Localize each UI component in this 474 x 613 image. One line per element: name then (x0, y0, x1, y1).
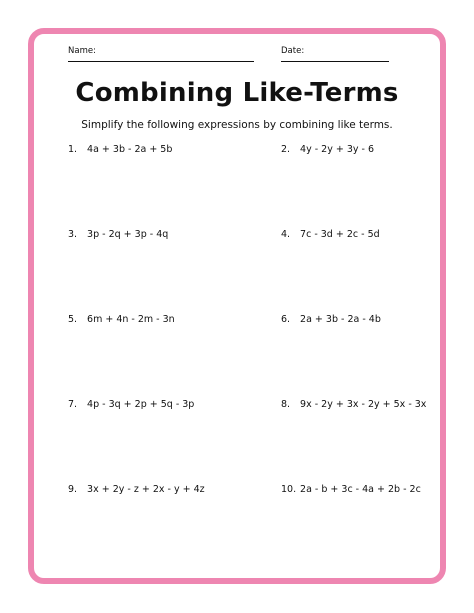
problem-6 (281, 314, 381, 325)
name-label: Name: (68, 46, 96, 56)
problem-2 (281, 144, 374, 155)
name-line (68, 61, 254, 62)
problem-expression: 3p - 2q + 3p - 4q (87, 229, 169, 240)
problem-number: 9. (68, 484, 78, 495)
problem-number: 4. (281, 229, 291, 240)
instructions: Simplify the following expressions by combining like terms. (81, 119, 393, 131)
problem-3 (68, 229, 168, 240)
problem-9 (68, 484, 205, 495)
problem-5 (68, 314, 175, 325)
problem-4 (281, 229, 380, 240)
problem-10 (281, 484, 421, 495)
date-label: Date: (281, 46, 305, 56)
date-line (281, 61, 389, 62)
problem-expression: 4p - 3q + 2p + 5q - 3p (87, 399, 195, 410)
problem-expression: 2a - b + 3c - 4a + 2b - 2c (300, 484, 421, 495)
problem-expression: 6m + 4n - 2m - 3n (87, 314, 175, 325)
problem-number: 2. (281, 144, 291, 155)
problem-number: 8. (281, 399, 291, 410)
page-border (28, 28, 446, 584)
problem-expression: 9x - 2y + 3x - 2y + 5x - 3x (300, 399, 427, 410)
problem-number: 10. (281, 484, 297, 495)
problem-1 (68, 144, 172, 155)
problem-expression: 4y - 2y + 3y - 6 (300, 144, 375, 155)
problem-expression: 7c - 3d + 2c - 5d (300, 229, 380, 240)
problem-expression: 4a + 3b - 2a + 5b (87, 144, 173, 155)
problem-number: 7. (68, 399, 78, 410)
page-title: Combining Like-Terms (75, 78, 399, 108)
problem-number: 6. (281, 314, 291, 325)
problem-expression: 2a + 3b - 2a - 4b (300, 314, 381, 325)
problem-expression: 3x + 2y - z + 2x - y + 4z (87, 484, 205, 495)
problem-8 (281, 399, 426, 410)
problem-7 (68, 399, 194, 410)
problem-number: 1. (68, 144, 78, 155)
problem-number: 3. (68, 229, 78, 240)
problem-number: 5. (68, 314, 78, 325)
